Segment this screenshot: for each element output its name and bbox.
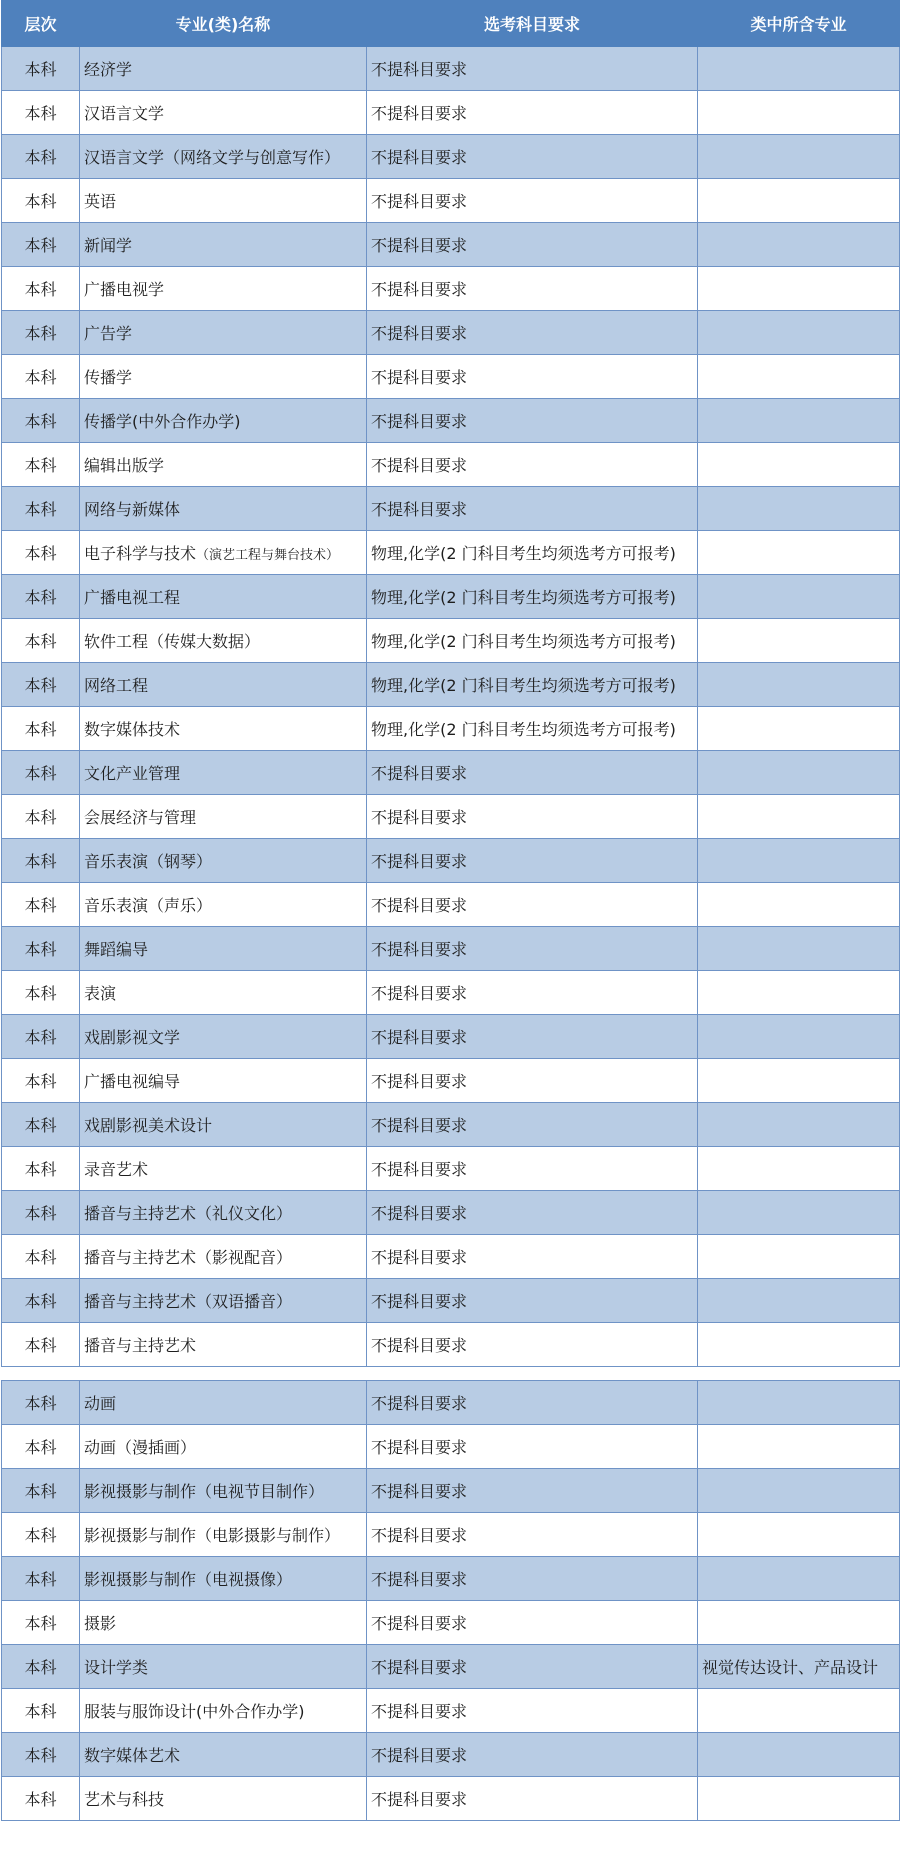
table-body-part1 (2, 47, 900, 1367)
cell-major-name: 汉语言文学 (80, 91, 367, 135)
cell-included-majors (698, 399, 900, 443)
cell-level: 本科 (2, 707, 80, 751)
cell-subject-requirement: 不提科目要求 (367, 267, 698, 311)
cell-included-majors (698, 487, 900, 531)
cell-subject-requirement: 不提科目要求 (367, 971, 698, 1015)
table-row (2, 1147, 900, 1191)
header-subject-requirement: 选考科目要求 (367, 1, 698, 47)
cell-level: 本科 (2, 355, 80, 399)
cell-included-majors (698, 1279, 900, 1323)
cell-major-name: 传播学(中外合作办学) (80, 399, 367, 443)
cell-subject-requirement: 不提科目要求 (367, 839, 698, 883)
table-row (2, 311, 900, 355)
cell-level: 本科 (2, 1103, 80, 1147)
cell-level: 本科 (2, 135, 80, 179)
header-row (2, 1, 900, 47)
cell-subject-requirement: 不提科目要求 (367, 91, 698, 135)
cell-level: 本科 (2, 1469, 80, 1513)
table-row (2, 1381, 900, 1425)
cell-subject-requirement: 不提科目要求 (367, 1733, 698, 1777)
cell-level: 本科 (2, 487, 80, 531)
cell-subject-requirement: 物理,化学(2 门科目考生均须选考方可报考) (367, 707, 698, 751)
cell-subject-requirement: 不提科目要求 (367, 1015, 698, 1059)
table-row (2, 1513, 900, 1557)
table-row (2, 1601, 900, 1645)
cell-included-majors (698, 1323, 900, 1367)
table-row (2, 1059, 900, 1103)
cell-subject-requirement: 不提科目要求 (367, 355, 698, 399)
cell-major-name: 戏剧影视美术设计 (80, 1103, 367, 1147)
table-row (2, 663, 900, 707)
cell-included-majors (698, 1733, 900, 1777)
table-row (2, 531, 900, 575)
cell-major-name: 摄影 (80, 1601, 367, 1645)
table-row (2, 91, 900, 135)
table-row (2, 487, 900, 531)
cell-included-majors (698, 1235, 900, 1279)
cell-subject-requirement: 不提科目要求 (367, 1235, 698, 1279)
table-row (2, 1191, 900, 1235)
table-row (2, 1015, 900, 1059)
cell-level: 本科 (2, 531, 80, 575)
cell-included-majors (698, 839, 900, 883)
cell-major-name: 广播电视学 (80, 267, 367, 311)
cell-subject-requirement: 不提科目要求 (367, 1147, 698, 1191)
cell-subject-requirement: 不提科目要求 (367, 1645, 698, 1689)
cell-level: 本科 (2, 1645, 80, 1689)
cell-subject-requirement: 物理,化学(2 门科目考生均须选考方可报考) (367, 531, 698, 575)
cell-level: 本科 (2, 795, 80, 839)
table-row (2, 179, 900, 223)
cell-subject-requirement: 不提科目要求 (367, 1103, 698, 1147)
cell-major-name: 艺术与科技 (80, 1777, 367, 1821)
cell-major-name: 广播电视工程 (80, 575, 367, 619)
cell-subject-requirement: 不提科目要求 (367, 751, 698, 795)
cell-major-name: 数字媒体技术 (80, 707, 367, 751)
cell-included-majors (698, 883, 900, 927)
cell-included-majors (698, 1601, 900, 1645)
table-row (2, 839, 900, 883)
cell-included-majors (698, 47, 900, 91)
cell-level: 本科 (2, 575, 80, 619)
table-body-part2 (2, 1381, 900, 1821)
table-row (2, 795, 900, 839)
header-level: 层次 (2, 1, 80, 47)
cell-subject-requirement: 不提科目要求 (367, 927, 698, 971)
cell-subject-requirement: 不提科目要求 (367, 1777, 698, 1821)
cell-major-name: 影视摄影与制作（电视摄像） (80, 1557, 367, 1601)
cell-level: 本科 (2, 1059, 80, 1103)
cell-level: 本科 (2, 1015, 80, 1059)
cell-major-name: 编辑出版学 (80, 443, 367, 487)
cell-level: 本科 (2, 839, 80, 883)
cell-subject-requirement: 物理,化学(2 门科目考生均须选考方可报考) (367, 663, 698, 707)
cell-level: 本科 (2, 91, 80, 135)
cell-included-majors (698, 1015, 900, 1059)
cell-major-name (80, 531, 367, 575)
cell-included-majors (698, 795, 900, 839)
cell-major-name: 网络工程 (80, 663, 367, 707)
cell-level: 本科 (2, 311, 80, 355)
cell-major-name: 录音艺术 (80, 1147, 367, 1191)
table-row (2, 1103, 900, 1147)
cell-included-majors (698, 575, 900, 619)
cell-major-name: 传播学 (80, 355, 367, 399)
table-row (2, 971, 900, 1015)
cell-major-name: 文化产业管理 (80, 751, 367, 795)
table-row (2, 1323, 900, 1367)
cell-subject-requirement: 不提科目要求 (367, 1323, 698, 1367)
cell-level: 本科 (2, 1557, 80, 1601)
cell-major-name: 新闻学 (80, 223, 367, 267)
cell-subject-requirement: 不提科目要求 (367, 883, 698, 927)
cell-included-majors (698, 707, 900, 751)
cell-major-name: 影视摄影与制作（电视节目制作） (80, 1469, 367, 1513)
cell-included-majors (698, 179, 900, 223)
table-row (2, 1777, 900, 1821)
cell-subject-requirement: 不提科目要求 (367, 1425, 698, 1469)
cell-major-name: 英语 (80, 179, 367, 223)
cell-level: 本科 (2, 1601, 80, 1645)
table-row (2, 1557, 900, 1601)
cell-included-majors: 视觉传达设计、产品设计 (698, 1645, 900, 1689)
cell-level: 本科 (2, 47, 80, 91)
table-row (2, 1279, 900, 1323)
cell-subject-requirement: 不提科目要求 (367, 1059, 698, 1103)
cell-subject-requirement: 不提科目要求 (367, 223, 698, 267)
cell-level: 本科 (2, 1147, 80, 1191)
cell-included-majors (698, 1147, 900, 1191)
cell-major-name: 网络与新媒体 (80, 487, 367, 531)
cell-included-majors (698, 443, 900, 487)
cell-level: 本科 (2, 1689, 80, 1733)
cell-included-majors (698, 1513, 900, 1557)
cell-level: 本科 (2, 267, 80, 311)
cell-level: 本科 (2, 179, 80, 223)
cell-level: 本科 (2, 399, 80, 443)
header-included-majors: 类中所含专业 (698, 1, 900, 47)
cell-subject-requirement: 不提科目要求 (367, 1469, 698, 1513)
cell-major-name: 影视摄影与制作（电影摄影与制作） (80, 1513, 367, 1557)
table-row (2, 575, 900, 619)
cell-level: 本科 (2, 1777, 80, 1821)
cell-included-majors (698, 531, 900, 575)
cell-included-majors (698, 1381, 900, 1425)
cell-subject-requirement: 不提科目要求 (367, 795, 698, 839)
cell-major-name: 动画 (80, 1381, 367, 1425)
cell-major-name: 音乐表演（钢琴） (80, 839, 367, 883)
cell-major-name: 播音与主持艺术 (80, 1323, 367, 1367)
cell-subject-requirement: 不提科目要求 (367, 1381, 698, 1425)
table-row (2, 751, 900, 795)
cell-major-name: 服装与服饰设计(中外合作办学) (80, 1689, 367, 1733)
cell-subject-requirement: 不提科目要求 (367, 179, 698, 223)
cell-major-name: 设计学类 (80, 1645, 367, 1689)
cell-level: 本科 (2, 619, 80, 663)
cell-level: 本科 (2, 1279, 80, 1323)
cell-included-majors (698, 971, 900, 1015)
cell-major-name: 动画（漫插画） (80, 1425, 367, 1469)
table-row (2, 223, 900, 267)
cell-subject-requirement: 不提科目要求 (367, 399, 698, 443)
cell-major-name: 会展经济与管理 (80, 795, 367, 839)
cell-level: 本科 (2, 1235, 80, 1279)
cell-included-majors (698, 223, 900, 267)
cell-major-name: 播音与主持艺术（礼仪文化） (80, 1191, 367, 1235)
header-major-name: 专业(类)名称 (80, 1, 367, 47)
cell-major-name: 汉语言文学（网络文学与创意写作） (80, 135, 367, 179)
cell-level: 本科 (2, 1733, 80, 1777)
major-name-text: 电子科学与技术 (84, 544, 197, 563)
cell-subject-requirement: 不提科目要求 (367, 1513, 698, 1557)
cell-included-majors (698, 1777, 900, 1821)
cell-major-name: 广告学 (80, 311, 367, 355)
table-row (2, 1733, 900, 1777)
cell-level: 本科 (2, 663, 80, 707)
table-row (2, 1689, 900, 1733)
cell-included-majors (698, 1425, 900, 1469)
cell-level: 本科 (2, 223, 80, 267)
cell-included-majors (698, 91, 900, 135)
cell-major-name: 广播电视编导 (80, 1059, 367, 1103)
table-row (2, 355, 900, 399)
cell-included-majors (698, 1103, 900, 1147)
cell-subject-requirement: 不提科目要求 (367, 1601, 698, 1645)
table-row (2, 1645, 900, 1689)
major-requirements-table (1, 0, 900, 1821)
cell-included-majors (698, 311, 900, 355)
cell-major-name: 播音与主持艺术（影视配音） (80, 1235, 367, 1279)
cell-major-name: 舞蹈编导 (80, 927, 367, 971)
table-row (2, 399, 900, 443)
cell-subject-requirement: 不提科目要求 (367, 1279, 698, 1323)
table-row (2, 1235, 900, 1279)
cell-subject-requirement: 不提科目要求 (367, 1689, 698, 1733)
table-row (2, 135, 900, 179)
cell-level: 本科 (2, 1381, 80, 1425)
cell-level: 本科 (2, 443, 80, 487)
cell-included-majors (698, 1059, 900, 1103)
cell-level: 本科 (2, 1513, 80, 1557)
major-name-note: （演艺工程与舞台技术） (196, 548, 340, 563)
cell-major-name: 软件工程（传媒大数据） (80, 619, 367, 663)
cell-level: 本科 (2, 1323, 80, 1367)
cell-level: 本科 (2, 883, 80, 927)
cell-subject-requirement: 不提科目要求 (367, 135, 698, 179)
table-gap (2, 1367, 900, 1381)
table-row (2, 1469, 900, 1513)
cell-included-majors (698, 355, 900, 399)
cell-level: 本科 (2, 971, 80, 1015)
cell-included-majors (698, 1191, 900, 1235)
cell-included-majors (698, 1469, 900, 1513)
cell-included-majors (698, 619, 900, 663)
cell-included-majors (698, 1557, 900, 1601)
cell-subject-requirement: 不提科目要求 (367, 1191, 698, 1235)
cell-included-majors (698, 751, 900, 795)
table-row (2, 267, 900, 311)
cell-level: 本科 (2, 1425, 80, 1469)
cell-included-majors (698, 267, 900, 311)
cell-level: 本科 (2, 927, 80, 971)
table-row (2, 707, 900, 751)
table-row (2, 883, 900, 927)
cell-major-name: 数字媒体艺术 (80, 1733, 367, 1777)
cell-subject-requirement: 不提科目要求 (367, 1557, 698, 1601)
table-row (2, 927, 900, 971)
cell-included-majors (698, 135, 900, 179)
cell-subject-requirement: 不提科目要求 (367, 311, 698, 355)
cell-major-name: 播音与主持艺术（双语播音） (80, 1279, 367, 1323)
table-row (2, 47, 900, 91)
cell-subject-requirement: 物理,化学(2 门科目考生均须选考方可报考) (367, 619, 698, 663)
cell-level: 本科 (2, 751, 80, 795)
cell-subject-requirement: 物理,化学(2 门科目考生均须选考方可报考) (367, 575, 698, 619)
table-row (2, 1425, 900, 1469)
cell-subject-requirement: 不提科目要求 (367, 47, 698, 91)
cell-major-name: 音乐表演（声乐） (80, 883, 367, 927)
cell-level: 本科 (2, 1191, 80, 1235)
table-row (2, 443, 900, 487)
cell-included-majors (698, 927, 900, 971)
cell-major-name: 戏剧影视文学 (80, 1015, 367, 1059)
cell-subject-requirement: 不提科目要求 (367, 487, 698, 531)
cell-subject-requirement: 不提科目要求 (367, 443, 698, 487)
cell-major-name: 表演 (80, 971, 367, 1015)
cell-included-majors (698, 1689, 900, 1733)
cell-major-name: 经济学 (80, 47, 367, 91)
table-row (2, 619, 900, 663)
cell-included-majors (698, 663, 900, 707)
